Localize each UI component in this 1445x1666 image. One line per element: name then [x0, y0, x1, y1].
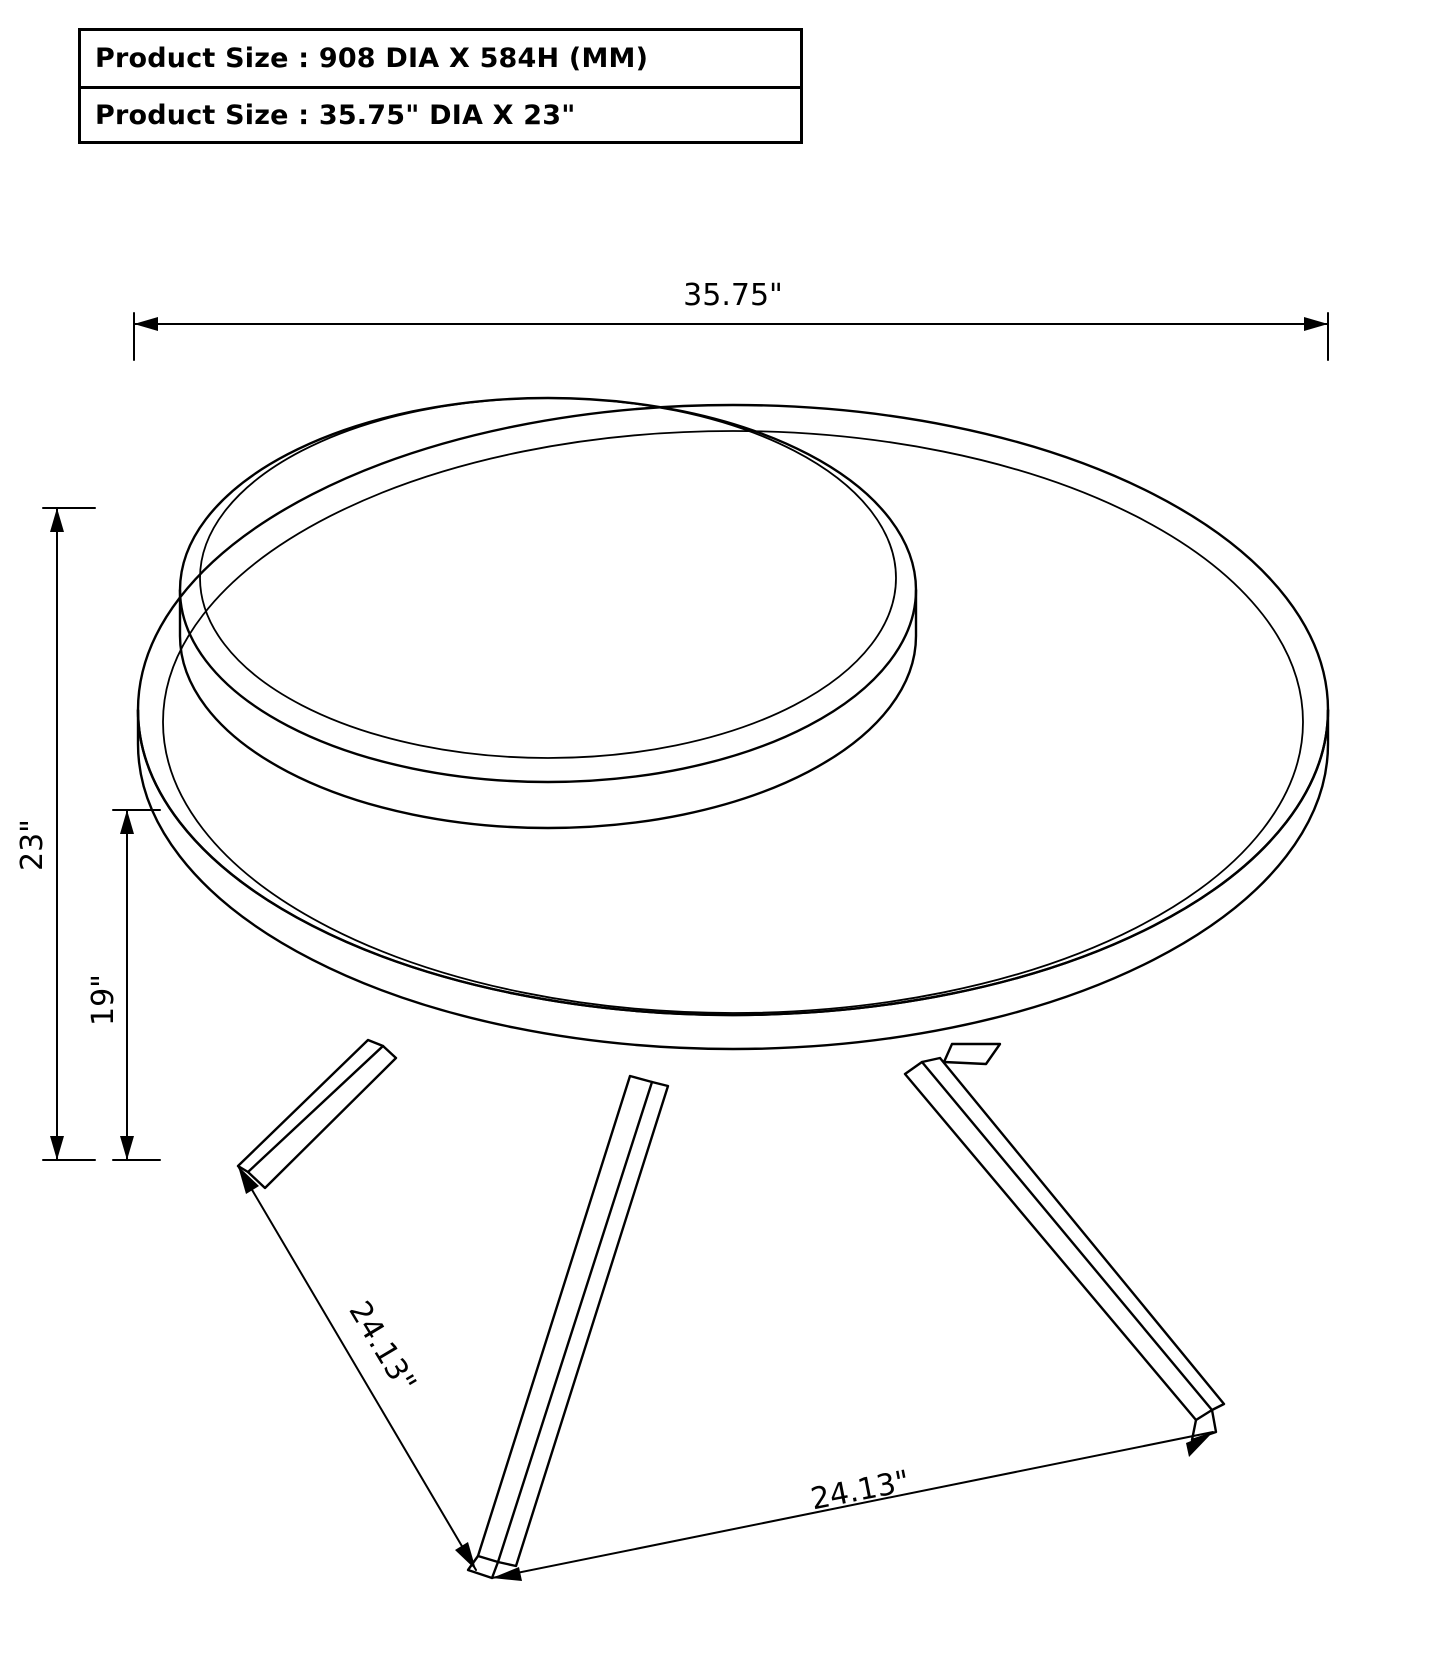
table-leg-center-front — [468, 1076, 668, 1578]
dimension-label-apron-height: 19" — [86, 974, 121, 1026]
dimension-leg-span-left — [238, 1166, 476, 1570]
table-leg-front-left — [238, 1040, 396, 1188]
dimension-label-leg-span-front: 24.13" — [807, 1463, 913, 1518]
dimension-label-top-width: 35.75" — [683, 278, 783, 313]
dimension-label-leg-span-left: 24.13" — [341, 1295, 423, 1399]
dimension-label-overall-height: 23" — [15, 819, 50, 871]
spec-label-imperial: Product Size : 35.75" DIA X 23" — [95, 99, 576, 131]
dimension-top-width — [134, 313, 1328, 360]
dimension-overall-height — [43, 508, 95, 1160]
table-top-surface — [138, 405, 1328, 1049]
lazy-susan-disc — [180, 398, 916, 828]
spec-label-metric: Product Size : 908 DIA X 584H (MM) — [95, 43, 649, 74]
leg-mount-bracket — [944, 1044, 1000, 1064]
table-leg-right — [905, 1058, 1224, 1440]
